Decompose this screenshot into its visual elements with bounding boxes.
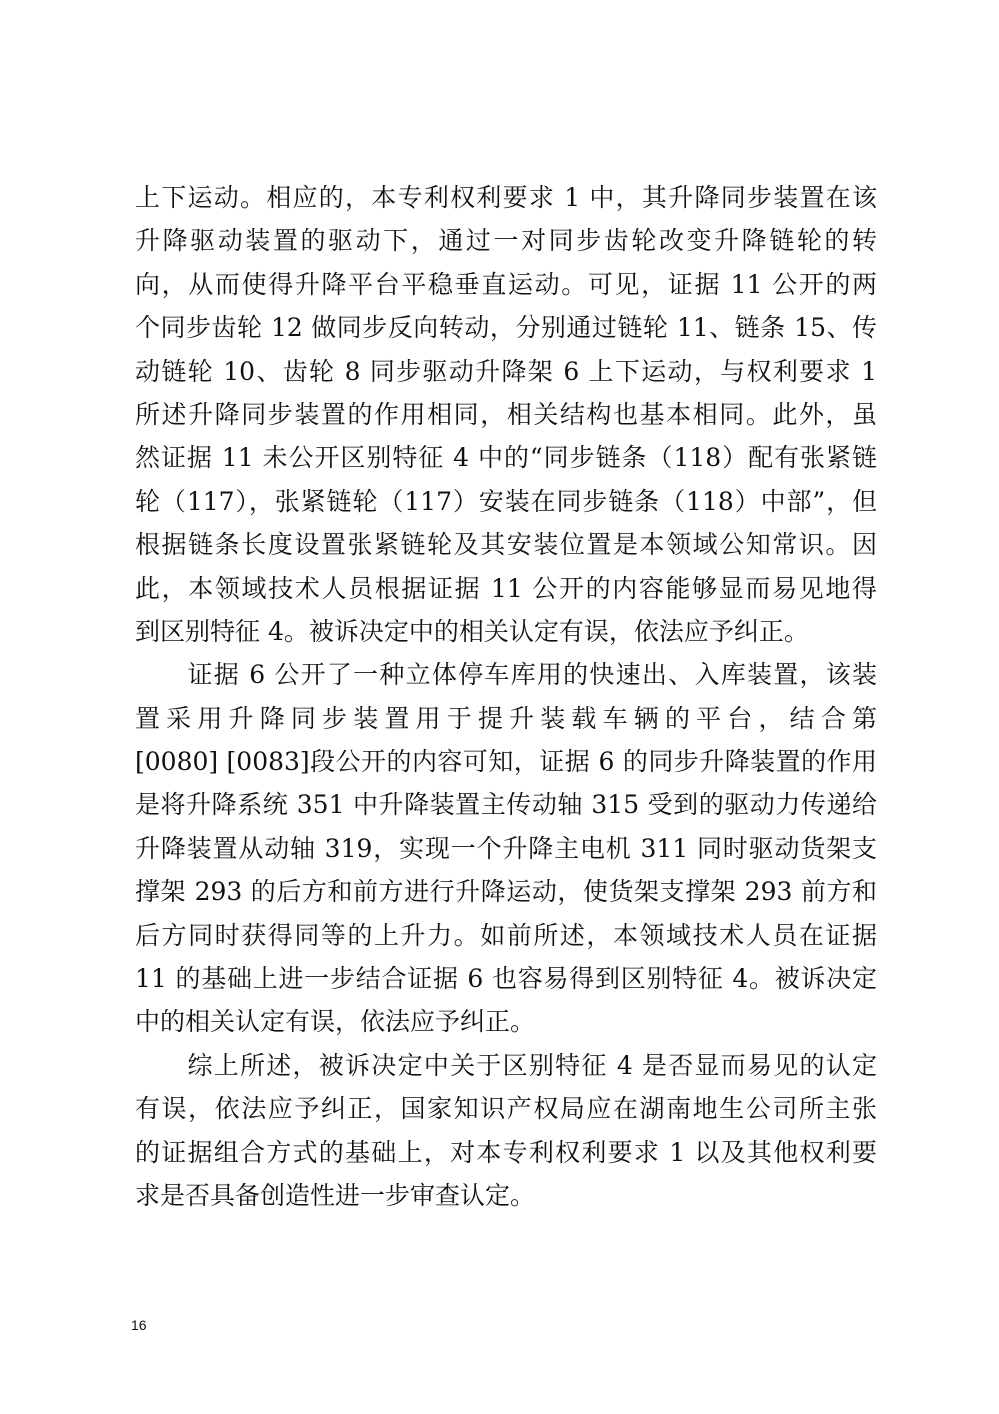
text-line: 到区别特征 4。被诉决定中的相关认定有误，依法应予纠正。	[135, 616, 809, 646]
text-line: 轮（117），张紧链轮（117）安装在同步链条（118）中部”，但	[135, 486, 877, 516]
text-line: 然证据 11 未公开区别特征 4 中的“同步链条（118）配有张紧链	[135, 443, 877, 473]
text-line: 后方同时获得同等的上升力。如前所述，本领域技术人员在证据	[135, 920, 877, 950]
text-line: 向，从而使得升降平台平稳垂直运动。可见，证据 11 公开的两	[135, 269, 877, 299]
text-line: 此，本领域技术人员根据证据 11 公开的内容能够显而易见地得	[135, 573, 877, 603]
text-line: [0080] [0083]段公开的内容可知，证据 6 的同步升降装置的作用	[135, 747, 877, 777]
text-line: 个同步齿轮 12 做同步反向转动，分别通过链轮 11、链条 15、传	[135, 313, 877, 343]
text-line: 升降驱动装置的驱动下，通过一对同步齿轮改变升降链轮的转	[135, 226, 877, 256]
text-line: 撑架 293 的后方和前方进行升降运动，使货架支撑架 293 前方和	[135, 877, 877, 907]
text-line: 证据 6 公开了一种立体停车库用的快速出、入库装置，该装	[135, 660, 877, 690]
text-line: 升降装置从动轴 319，实现一个升降主电机 311 同时驱动货架支	[135, 833, 877, 863]
text-line: 11 的基础上进一步结合证据 6 也容易得到区别特征 4。被诉决定	[135, 964, 877, 994]
text-line: 动链轮 10、齿轮 8 同步驱动升降架 6 上下运动，与权利要求 1	[135, 356, 877, 386]
text-line: 上下运动。相应的，本专利权利要求 1 中，其升降同步装置在该	[135, 183, 877, 212]
text-line: 的证据组合方式的基础上，对本专利权利要求 1 以及其他权利要	[135, 1137, 877, 1167]
text-line: 求是否具备创造性进一步审查认定。	[135, 1180, 536, 1210]
text-line: 中的相关认定有误，依法应予纠正。	[135, 1007, 536, 1037]
body-text	[135, 176, 877, 1217]
text-line: 是将升降系统 351 中升降装置主传动轴 315 受到的驱动力传递给	[135, 790, 877, 820]
text-line: 根据链条长度设置张紧链轮及其安装位置是本领域公知常识。因	[135, 530, 877, 560]
page-number: 16	[131, 1317, 147, 1333]
text-line: 综上所述，被诉决定中关于区别特征 4 是否显而易见的认定	[135, 1050, 877, 1080]
text-line: 有误，依法应予纠正，国家知识产权局应在湖南地生公司所主张	[135, 1094, 877, 1124]
text-line: 置采用升降同步装置用于提升装载车辆的平台，结合第	[135, 703, 877, 733]
text-line: 所述升降同步装置的作用相同，相关结构也基本相同。此外，虽	[135, 399, 877, 429]
